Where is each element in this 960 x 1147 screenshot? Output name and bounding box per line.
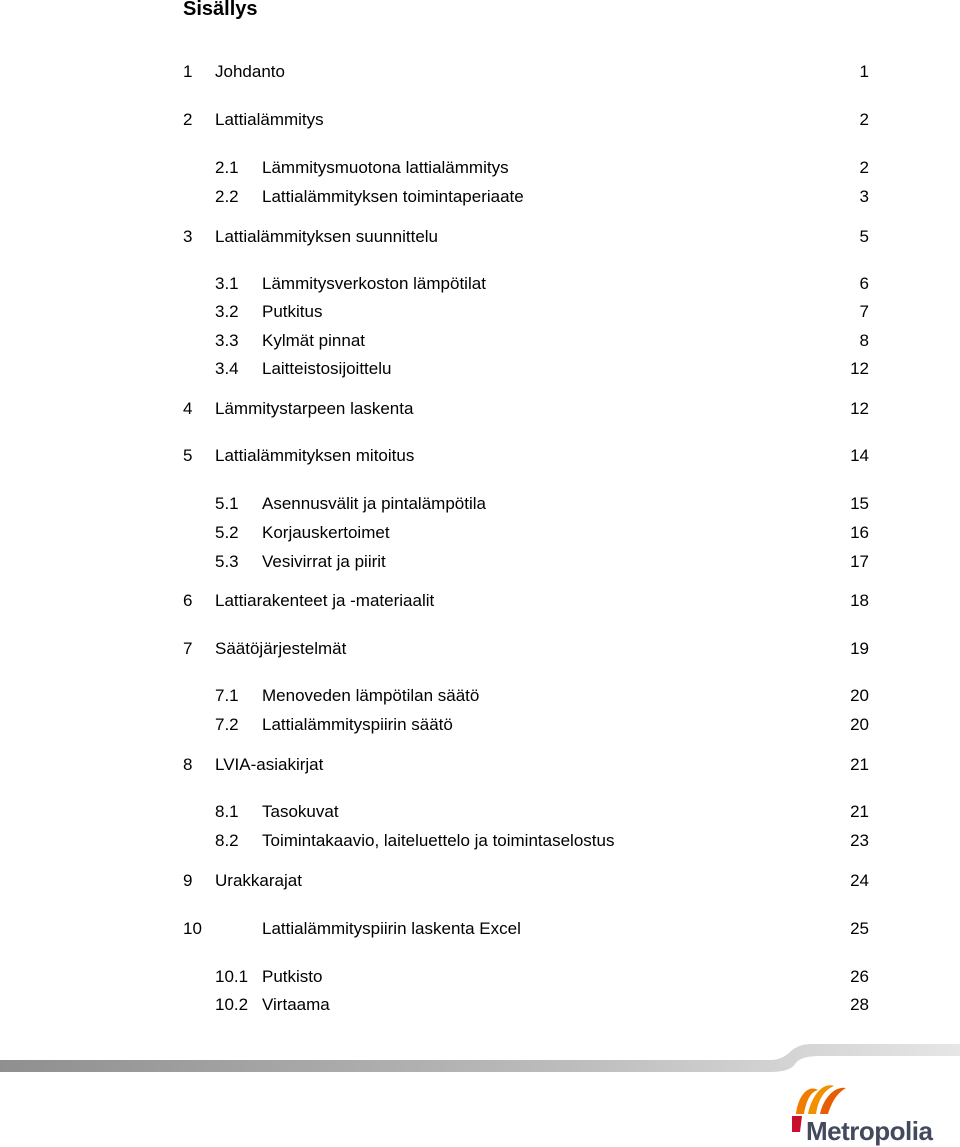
toc-page: 2	[859, 158, 869, 177]
toc-title: Virtaama	[262, 995, 330, 1014]
toc-page: 14	[850, 446, 869, 465]
toc-number: 10	[183, 919, 202, 938]
toc-page: 12	[850, 359, 869, 378]
toc-page: 5	[859, 227, 869, 246]
toc-entry-2[interactable]	[0, 107, 960, 133]
toc-number: 6	[183, 591, 193, 610]
toc-title: Putkitus	[262, 302, 323, 321]
toc-entry-3-2[interactable]	[0, 299, 960, 325]
toc-title: Lattialämmityksen suunnittelu	[215, 227, 439, 246]
toc-title: Tasokuvat	[262, 802, 339, 821]
toc-number: 7.2	[215, 715, 239, 734]
toc-page: 7	[859, 302, 869, 321]
toc-entry-10-2[interactable]	[0, 992, 960, 1018]
toc-entry-3-3[interactable]	[0, 328, 960, 354]
toc-title: Lattiarakenteet ja -materiaalit	[215, 591, 435, 610]
toc-title: LVIA-asiakirjat	[215, 755, 324, 774]
toc-number: 5	[183, 446, 193, 465]
toc-entry-7-2[interactable]	[0, 712, 960, 738]
toc-number: 2.2	[215, 187, 239, 206]
toc-page: 16	[850, 523, 869, 542]
toc-title: Lämmitystarpeen laskenta	[215, 399, 414, 418]
toc-entry-10[interactable]	[0, 916, 960, 942]
toc-entry-5-3[interactable]	[0, 549, 960, 575]
toc-title: Lattialämmityksen mitoitus	[215, 446, 415, 465]
toc-page: 17	[850, 552, 869, 571]
toc-page: 21	[850, 755, 869, 774]
toc-title: Lattialämmityspiirin laskenta Excel	[262, 919, 521, 938]
toc-page: 26	[850, 967, 869, 986]
toc-page: 1	[859, 62, 869, 81]
toc-page: 15	[850, 494, 869, 513]
toc-number: 5.3	[215, 552, 239, 571]
toc-number: 7.1	[215, 686, 239, 705]
toc-number: 3.1	[215, 274, 239, 293]
toc-page: 2	[859, 110, 869, 129]
toc-title: Lattialämmityspiirin säätö	[262, 715, 453, 734]
toc-number: 5.1	[215, 494, 239, 513]
page-title: Sisällys	[183, 0, 258, 20]
toc-entry-4[interactable]	[0, 396, 960, 422]
toc-title: Urakkarajat	[215, 871, 302, 890]
toc-title: Säätöjärjestelmät	[215, 639, 347, 658]
toc-entry-5[interactable]	[0, 443, 960, 469]
toc-entry-2-2[interactable]	[0, 184, 960, 210]
toc-number: 2.1	[215, 158, 239, 177]
toc-entry-3-1[interactable]	[0, 271, 960, 297]
footer-band	[0, 1044, 960, 1074]
toc-title: Toimintakaavio, laiteluettelo ja toimintaselostus	[262, 831, 615, 850]
toc-page: 18	[850, 591, 869, 610]
toc-entry-8-2[interactable]	[0, 828, 960, 854]
toc-entry-9[interactable]	[0, 868, 960, 894]
toc-page: 28	[850, 995, 869, 1014]
toc-title: Lattialämmityksen toimintaperiaate	[262, 187, 524, 206]
toc-number: 7	[183, 639, 193, 658]
toc-title: Putkisto	[262, 967, 323, 986]
toc-number: 3	[183, 227, 193, 246]
toc-page: 19	[850, 639, 869, 658]
toc-title: Lämmitysverkoston lämpötilat	[262, 274, 486, 293]
toc-entry-8-1[interactable]	[0, 799, 960, 825]
toc-number: 8	[183, 755, 193, 774]
toc-entry-10-1[interactable]	[0, 964, 960, 990]
toc-entry-3[interactable]	[0, 224, 960, 250]
toc-number: 9	[183, 871, 193, 890]
toc-title: Lämmitysmuotona lattialämmitys	[262, 158, 509, 177]
toc-entry-5-2[interactable]	[0, 520, 960, 546]
toc-title: Kylmät pinnat	[262, 331, 365, 350]
toc-number: 3.3	[215, 331, 239, 350]
toc-entry-7-1[interactable]	[0, 683, 960, 709]
toc-title: Johdanto	[215, 62, 285, 81]
toc-number: 10.1	[215, 967, 249, 986]
toc-page: 25	[850, 919, 869, 938]
toc-entry-7[interactable]	[0, 636, 960, 662]
toc-number: 3.4	[215, 359, 239, 378]
toc-page: 21	[850, 802, 869, 821]
toc-entry-3-4[interactable]	[0, 356, 960, 382]
toc-title: Laitteistosijoittelu	[262, 359, 392, 378]
toc-title: Vesivirrat ja piirit	[262, 552, 386, 571]
toc-page: 3	[859, 187, 869, 206]
toc-number: 1	[183, 62, 193, 81]
toc-entry-2-1[interactable]	[0, 155, 960, 181]
toc-page: 12	[850, 399, 869, 418]
toc-page: 6	[859, 274, 869, 293]
toc-title: Menoveden lämpötilan säätö	[262, 686, 480, 705]
toc-page: 23	[850, 831, 869, 850]
toc-number: 10.2	[215, 995, 249, 1014]
toc-entry-5-1[interactable]	[0, 491, 960, 517]
toc-title: Korjauskertoimet	[262, 523, 390, 542]
toc-number: 8.1	[215, 802, 239, 821]
toc-number: 3.2	[215, 302, 239, 321]
toc-number: 8.2	[215, 831, 239, 850]
toc-entry-8[interactable]	[0, 752, 960, 778]
toc-title: Asennusvälit ja pintalämpötila	[262, 494, 486, 513]
toc-number: 4	[183, 399, 193, 418]
toc-page: 20	[850, 715, 869, 734]
toc-page: 20	[850, 686, 869, 705]
toc-entry-6[interactable]	[0, 588, 960, 614]
toc-page: 24	[850, 871, 869, 890]
toc-title: Lattialämmitys	[215, 110, 324, 129]
toc-number: 2	[183, 110, 193, 129]
toc-entry-1[interactable]	[0, 59, 960, 85]
toc-page: 8	[859, 331, 869, 350]
metropolia-logo-text: Metropolia	[806, 1116, 933, 1146]
toc-number: 5.2	[215, 523, 239, 542]
